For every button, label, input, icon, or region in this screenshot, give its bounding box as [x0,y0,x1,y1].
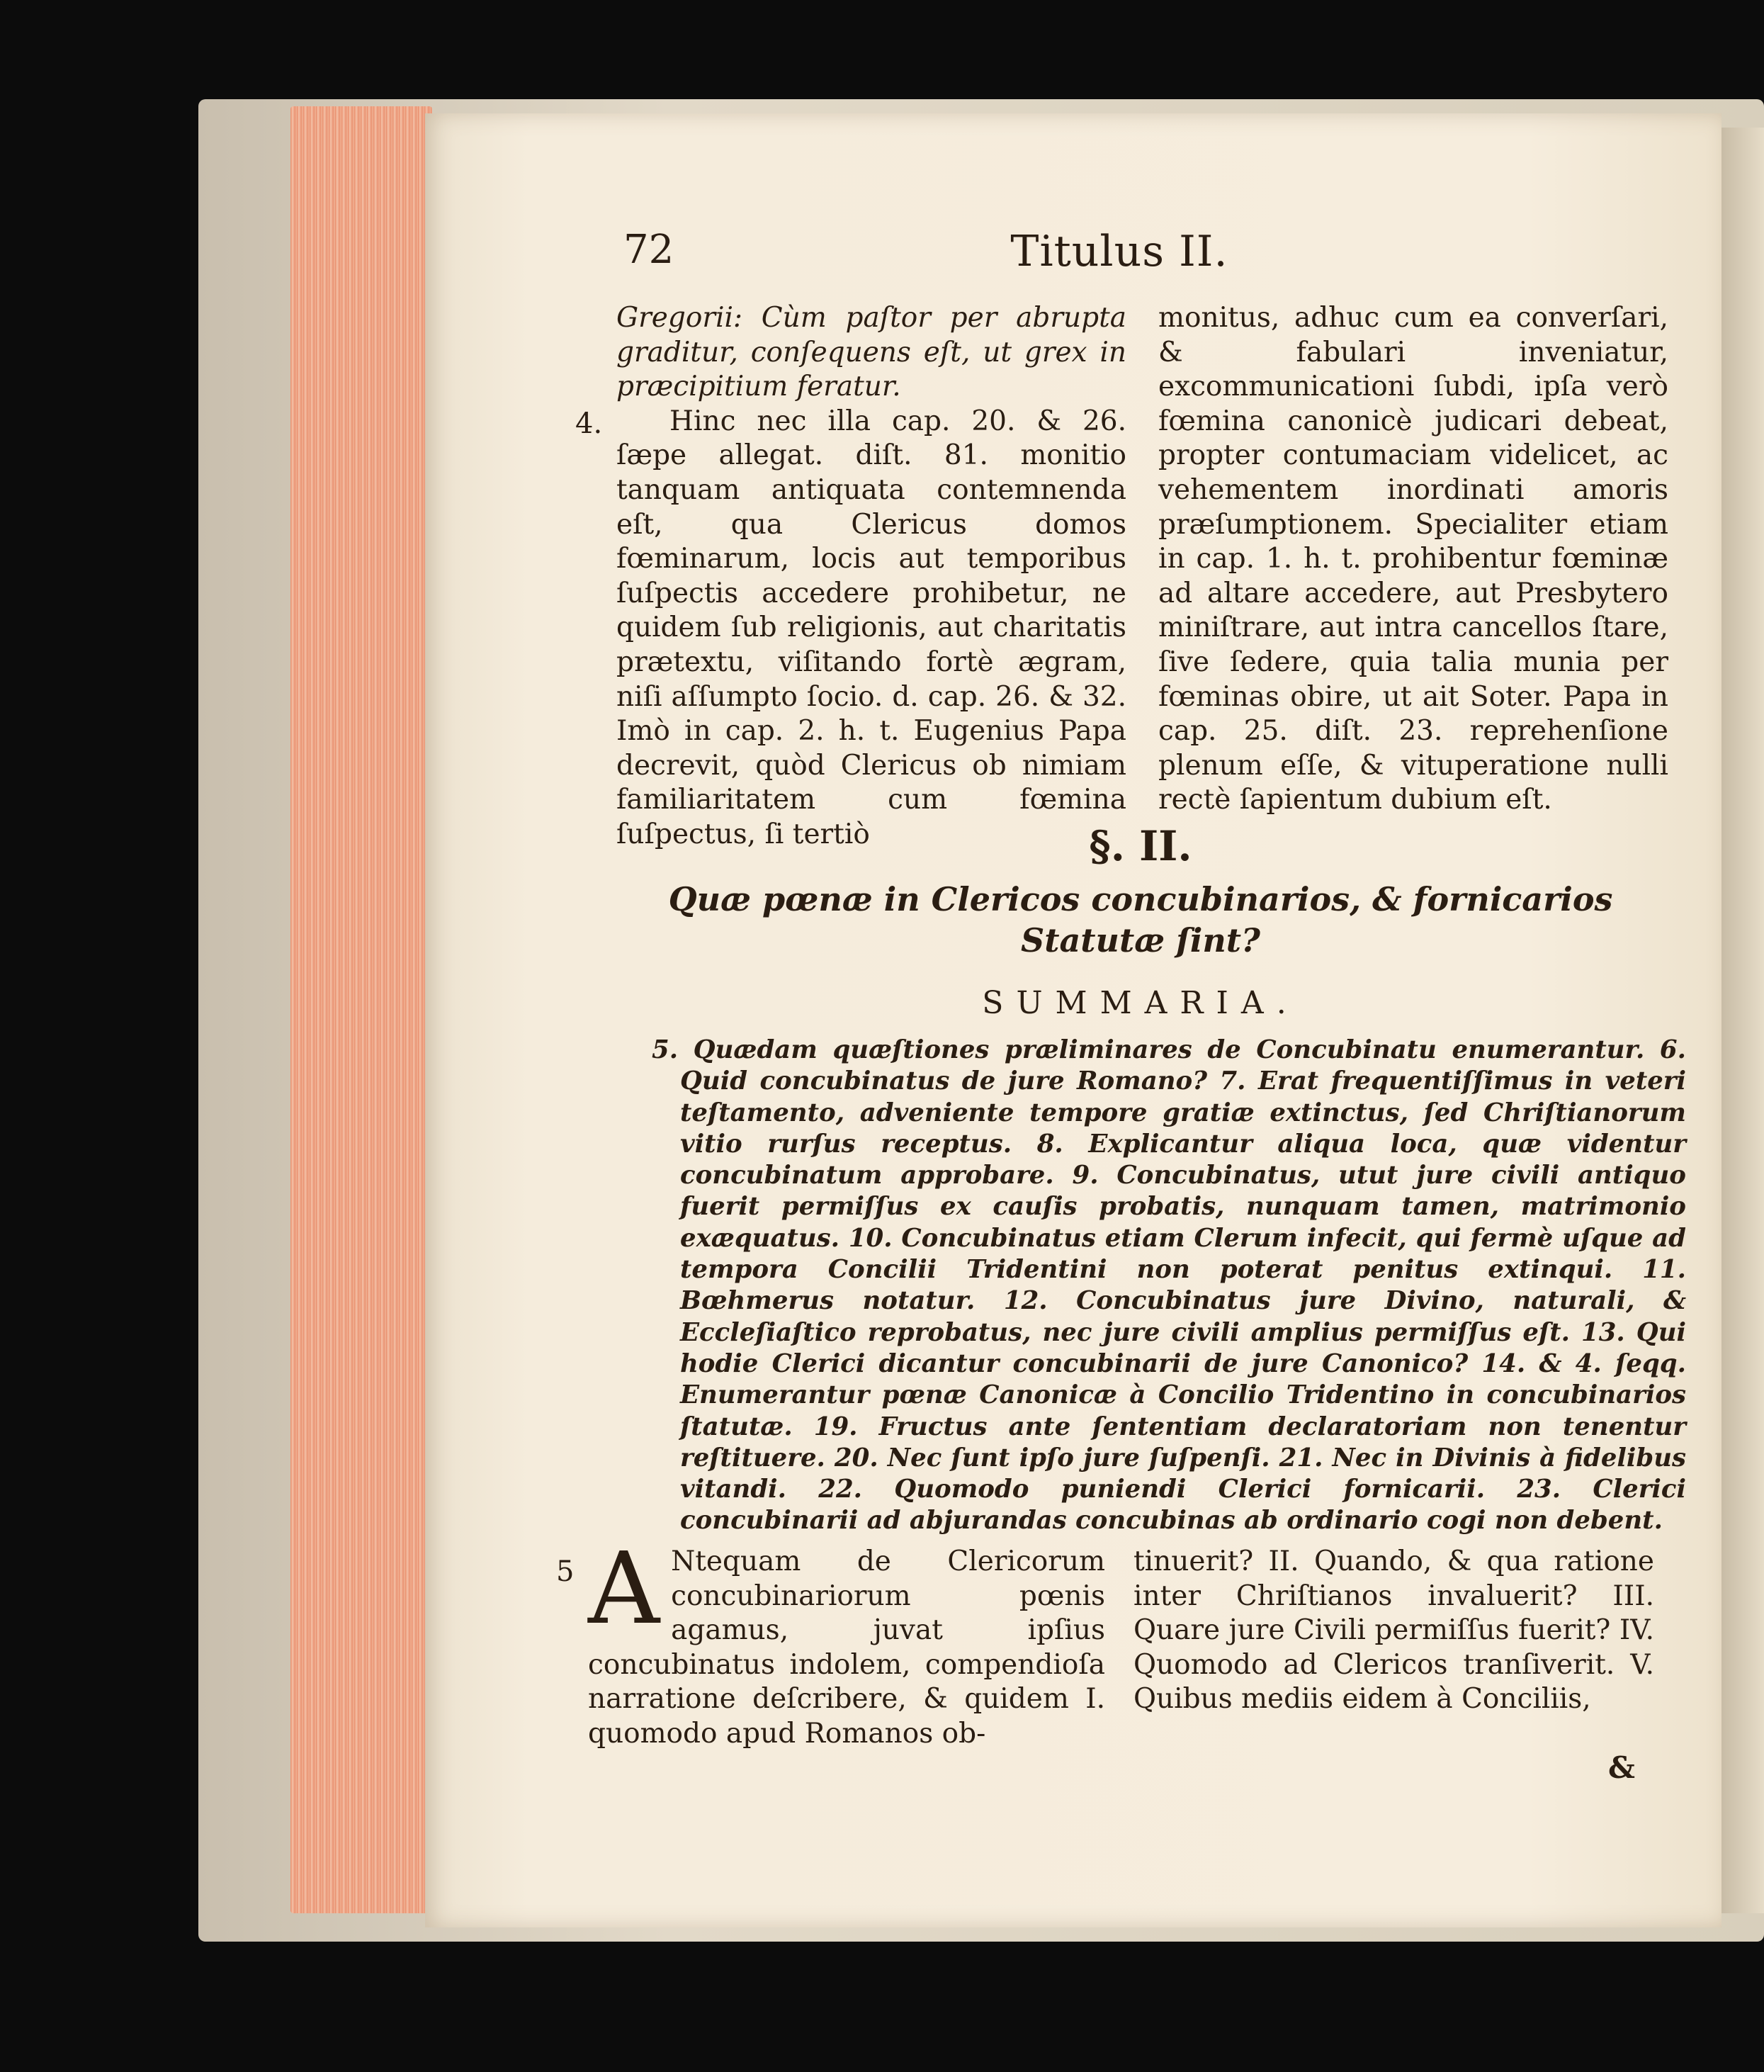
body-text: tinuerit? II. Quando, & qua ratione inter Chriſtianos invaluerit? III. Quare jure Civili permiſſus fuerit? IV. Quomodo ad Clericos tranſiverit. V. Quibus mediis eidem à Conciliis, [1133,1545,1654,1716]
lower-right-column [1133,1545,1654,1717]
body-paragraph: Hinc nec illa cap. 20. & 26. ſæpe allegat. diſt. 81. monitio tanquam antiquata contemnenda eſt, qua Clericus domos fœminarum, locis aut temporibus ſuſpectis accedere prohibetur, ne quidem ſub religionis, aut charitatis prætextu, viſitando fortè ægram, niſi aſſumpto ſocio. d. cap. 26. & 32. Imò in cap. 2. h. t. Eugenius Papa decrevit, quòd Clericus ob nimiam familiaritatem cum fœmina ſuſpectus, ſi tertiò [616,405,1126,850]
drop-cap: A [588,1531,660,1647]
running-head [609,227,1672,291]
running-title: Titulus II. [1010,227,1228,276]
upper-right-column [1158,301,1668,818]
page-edges [290,106,432,1913]
upper-left-column [616,301,1126,852]
facing-page-edge [1721,128,1764,1913]
section-number: §. II. [1089,822,1192,870]
body-text: Ntequam de Clericorum concubinariorum pœnis agamus, juvat ipſius concubinatus indolem, compendioſa narratione deſcribere, & quidem I. quomodo apud Romanos ob- [588,1545,1105,1750]
section-title-line-2: Statutæ ſint? [1021,921,1260,959]
page-number: 72 [623,227,674,273]
lower-left-column [588,1531,1105,1752]
margin-number: 5 [556,1555,575,1588]
body-paragraph: monitus, adhuc cum ea converſari, & fabulari inveniatur, excommunicationi ſubdi, ipſa verò fœmina canonicè judicari debeat, propter contumaciam videlicet, ac vehementem inordinati amoris præſumptionem. Specialiter etiam in cap. 1. h. t. prohibentur fœminæ ad altare accedere, aut Presbytero miniſtrare, aut intra cancellos ſtare, ſive ſedere, quia talia munia per fœminas obire, ut ait Soter. Papa in cap. 25. diſt. 23. reprehenſione plenum eſſe, & vituperatione nulli rectè ſapientum dubium eſt. [1158,302,1668,816]
quotation-paragraph: Gregorii: Cùm paſtor per abrupta graditur, conſequens eſt, ut grex in præcipitium feratur. [616,302,1126,403]
margin-number: 4. [575,407,603,440]
section-title-line-1: Quæ pœnæ in Clericos concubinarios, & fornicarios [668,880,1613,918]
catchword: & [1608,1750,1635,1785]
section-title [609,879,1672,961]
summaria-text: 5. Quædam quæſtiones præliminares de Concubinatu enumerantur. 6. Quid concubinatus de jure Romano? 7. Erat frequentiſſimus in veteri teſtamento, adveniente tempore gratiæ extinctus, ſed Chriſtianorum vitio rurſus receptus. 8. Explicantur aliqua loca, quæ videntur concubinatum approbare. 9. Concubinatus, utut jure civili antiquo fuerit permiſſus ex cauſis probatis, nunquam tamen, matrimonio exæquatus. 10. Concubinatus etiam Clerum infecit, qui fermè uſque ad tempora Concilii Tridentini non poterat penitus extinqui. 11. Bœhmerus notatur. 12. Concubinatus jure Divino, naturali, & Eccleſiaſtico reprobatus, nec jure civili amplius permiſſus eſt. 13. Qui hodie Clerici dicantur concubinarii de jure Canonico? 14. & 4. ſeqq. Enumerantur pœnæ Canonicæ à Concilio Tridentino in concubinarios ſtatutæ. 19. Fructus ante ſententiam declaratoriam non tenentur reſtituere. 20. Nec ſunt ipſo jure ſuſpenſi. 21. Nec in Divinis à fidelibus vitandi. 22. Quomodo puniendi Clerici fornicarii. 23. Clerici concubinarii ad abjurandas concubinas ab ordinario cogi non debent. [652,1035,1686,1536]
summaria-heading: SUMMARIA. [982,985,1299,1021]
